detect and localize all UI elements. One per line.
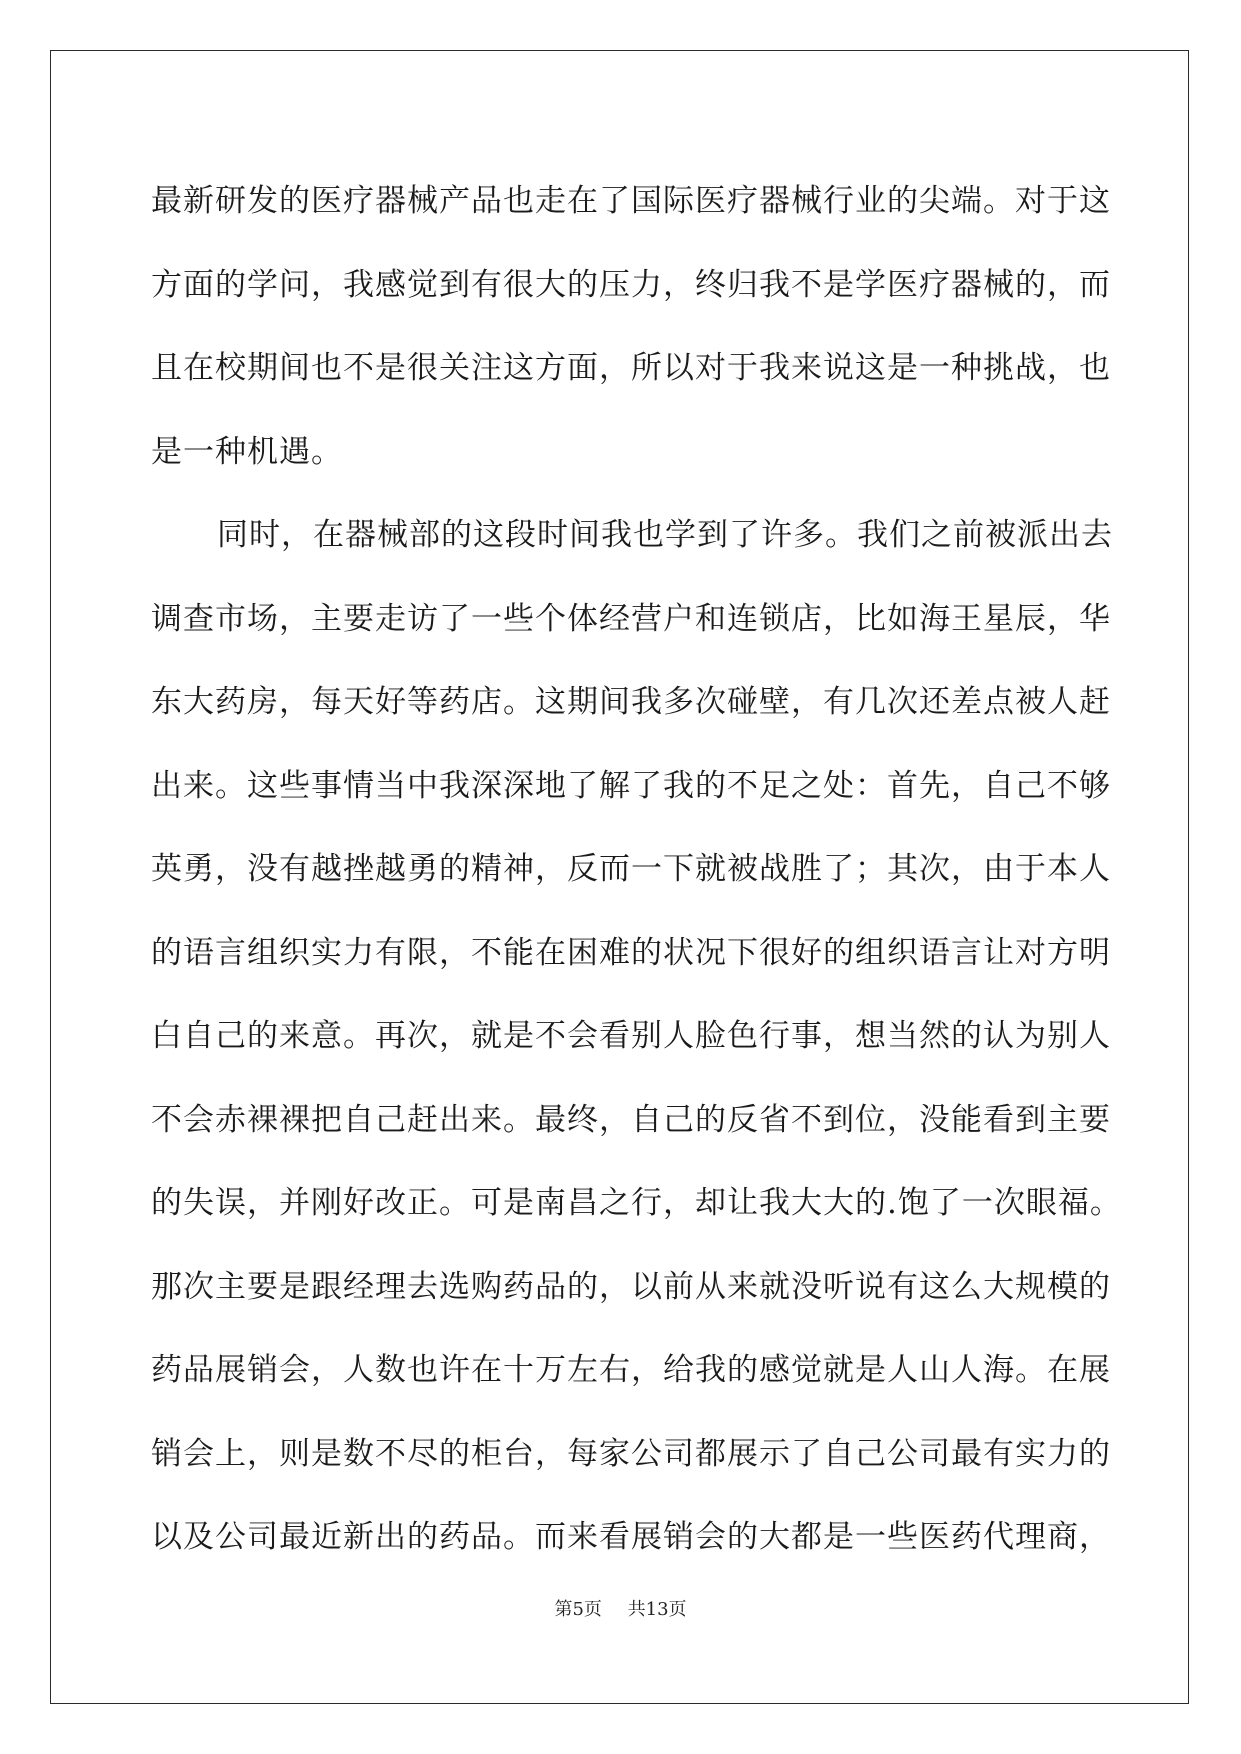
text-line: 方面的学问，我感觉到有很大的压力，终归我不是学医疗器械的，而 (151, 266, 1111, 303)
text-line: 的失误，并刚好改正。可是南昌之行，却让我大大的.饱了一次眼福。 (151, 1185, 1122, 1221)
page-number-current: 第5页 (554, 1599, 602, 1620)
text-line: 调查市场，主要走访了一些个体经营户和连锁店，比如海王星辰，华 (151, 600, 1111, 637)
text-line: 不会赤裸裸把自己赶出来。最终，自己的反省不到位，没能看到主要 (151, 1101, 1111, 1138)
text-line: 东大药房，每天好等药店。这期间我多次碰壁，有几次还差点被人赶 (151, 684, 1111, 720)
text-line: 白自己的来意。再次，就是不会看别人脸色行事，想当然的认为别人 (151, 1018, 1111, 1054)
text-line: 的语言组织实力有限，不能在困难的状况下很好的组织语言让对方明 (151, 934, 1111, 971)
text-line: 最新研发的医疗器械产品也走在了国际医疗器械行业的尖端。对于这 (151, 183, 1111, 219)
page-number-total: 共13页 (627, 1599, 687, 1620)
text-line: 英勇，没有越挫越勇的精神，反而一下就被战胜了；其次，由于本人 (151, 851, 1111, 887)
text-line: 以及公司最近新出的药品。而来看展销会的大都是一些医药代理商， (151, 1519, 1111, 1555)
text-line: 销会上，则是数不尽的柜台，每家公司都展示了自己公司最有实力的 (151, 1435, 1111, 1472)
text-line: 那次主要是跟经理去选购药品的，以前从来就没听说有这么大规模的 (151, 1268, 1111, 1305)
text-line: 出来。这些事情当中我深深地了解了我的不足之处：首先，自己不够 (151, 767, 1111, 804)
text-line: 是一种机遇。 (151, 433, 343, 470)
text-line: 药品展销会，人数也许在十万左右，给我的感觉就是人山人海。在展 (151, 1352, 1111, 1388)
document-body (151, 160, 1122, 1580)
text-line: 且在校期间也不是很关注这方面，所以对于我来说这是一种挑战，也 (151, 350, 1111, 386)
page-footer (0, 1595, 1241, 1621)
text-line: 同时，在器械部的这段时间我也学到了许多。我们之前被派出去 (217, 517, 1113, 553)
